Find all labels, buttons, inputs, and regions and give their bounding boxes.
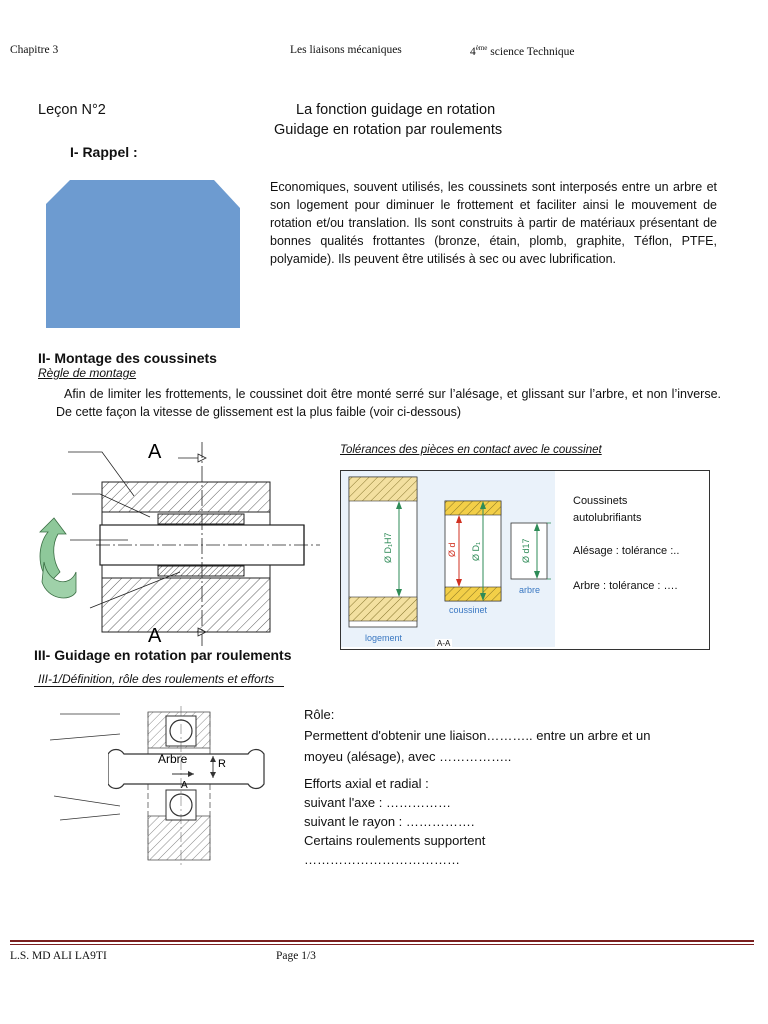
dim-d1: Ø D₁ xyxy=(471,541,481,561)
tolerance-figure-frame xyxy=(340,470,710,650)
efforts-line2: suivant le rayon : ……………. xyxy=(304,814,475,829)
footer-rule-thick xyxy=(10,940,754,942)
section3-subheading: III-1/Définition, rôle des roulements et efforts xyxy=(34,672,284,687)
blue-shape xyxy=(46,180,240,328)
footer-page: Page 1/3 xyxy=(276,950,316,962)
section1-paragraph: Economiques, souvent utilisés, les coussinets sont interposés entre un arbre et son logement pour diminuer le frottement et faciliter ainsi le mouvement de rotation et/ou translation. Ils sont construits à partir de matériaux présentant de bonnes qualités frottantes (bronze, étain, plomb, graphite, Téflon, PTFE, polyamide). Ils peuvent être utilisés à sec ou avec lubrification. xyxy=(270,180,717,266)
level-superscript: ème xyxy=(475,44,488,52)
efforts-block xyxy=(304,774,485,869)
label-logement: logement xyxy=(365,633,403,643)
section2-heading: II- Montage des coussinets xyxy=(38,350,217,366)
role-line1: Permettent d'obtenir une liaison……….. entre un arbre et un xyxy=(304,728,651,743)
label-arbre-bearing: Arbre xyxy=(158,752,188,766)
footer-rule-thin xyxy=(10,944,754,945)
footer-author: L.S. MD ALI LA9TI xyxy=(10,950,107,962)
rolling-bearing-drawing xyxy=(108,706,268,866)
side-title-line2: autolubrifiants xyxy=(573,512,642,524)
bushing-assembly-drawing xyxy=(30,432,330,652)
efforts-line3: Certains roulements supportent xyxy=(304,833,486,848)
section-label-bottom: A xyxy=(148,625,162,647)
efforts-title: Efforts axial et radial : xyxy=(304,776,429,791)
bearing-leader-lines xyxy=(40,704,120,834)
section3-heading: III- Guidage en rotation par roulements xyxy=(34,647,292,663)
efforts-line1: suivant l'axe : …………… xyxy=(304,795,451,810)
role-line2: moyeu (alésage), avec …………….. xyxy=(304,749,512,764)
bushing-top xyxy=(158,514,244,524)
lesson-number: Leçon N°2 xyxy=(38,102,106,118)
rappel-shape-image xyxy=(44,178,240,328)
side-title-line1: Coussinets xyxy=(573,495,628,507)
label-coussinet: coussinet xyxy=(449,605,488,615)
section1-heading: I- Rappel : xyxy=(70,144,138,160)
label-arbre: arbre xyxy=(519,585,541,595)
role-block xyxy=(304,704,650,767)
level-rest: science Technique xyxy=(487,45,575,58)
label-a: A xyxy=(181,780,188,791)
efforts-line4: ……………………………… xyxy=(304,852,460,867)
level-number: 4 xyxy=(470,45,476,58)
tolerance-figure xyxy=(341,471,555,647)
side-alesage: Alésage : tolérance :.. xyxy=(573,545,680,557)
role-title: Rôle: xyxy=(304,707,335,722)
section2-rule-text: Afin de limiter les frottements, le coussinet doit être monté serré sur l’alésage, et glissant sur l’arbre, et non l’inverse. De cette façon la vitesse de glissement est la plus faible (voir ci-dessous) xyxy=(56,387,721,419)
section2-rule-title: Règle de montage xyxy=(38,366,137,380)
header-chapter: Chapitre 3 xyxy=(10,44,59,56)
figure-caption: A-A xyxy=(437,639,451,648)
dim-d: Ø d xyxy=(447,542,457,557)
label-r: R xyxy=(218,758,226,770)
header-topic: Les liaisons mécaniques xyxy=(290,44,402,56)
header-level xyxy=(470,44,575,58)
lesson-title-line1: La fonction guidage en rotation xyxy=(296,102,496,118)
section-label-top: A xyxy=(148,441,162,463)
tolerance-title: Tolérances des pièces en contact avec le coussinet xyxy=(340,444,602,456)
bushing-bottom xyxy=(158,566,244,576)
lesson-title-line2: Guidage en rotation par roulements xyxy=(274,122,503,138)
dim-logement: Ø D₁H7 xyxy=(383,532,393,563)
dim-arbre: Ø d17 xyxy=(521,538,531,563)
side-arbre: Arbre : tolérance : …. xyxy=(573,580,678,592)
